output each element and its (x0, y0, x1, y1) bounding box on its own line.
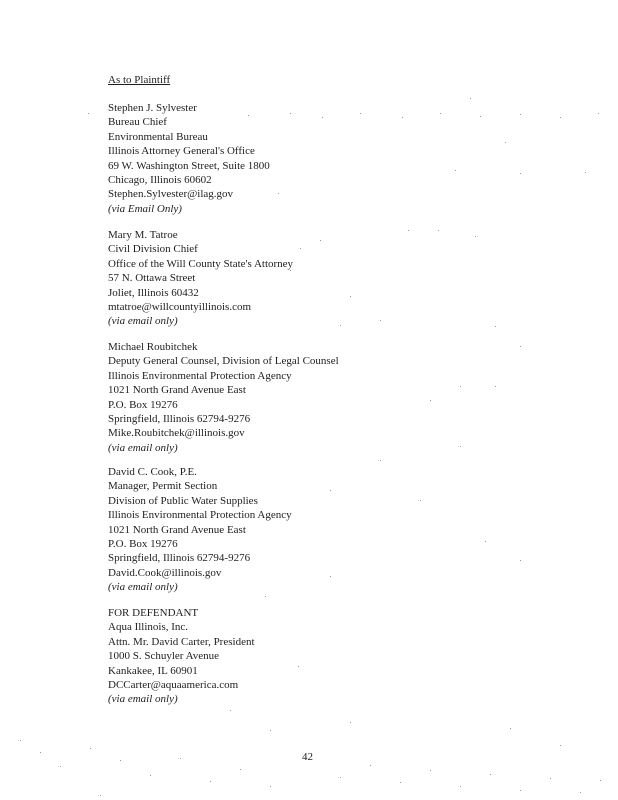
contact-city: Springfield, Illinois 62794-9276 (108, 413, 251, 426)
contact-name: David C. Cook, P.E. (108, 466, 197, 478)
delivery-note: (via email only) (108, 315, 178, 328)
contact-block-cook (108, 465, 292, 595)
delivery-note: (via email only) (108, 441, 178, 454)
contact-street: 1000 S. Schuyler Avenue (108, 650, 220, 663)
contact-street: 57 N. Ottawa Street (108, 272, 196, 285)
contact-city: Chicago, Illinois 60602 (108, 174, 212, 187)
delivery-note: (via email only) (108, 693, 178, 706)
contact-email: Mike.Roubitchek@illinois.gov (108, 427, 245, 440)
contact-division: Division of Public Water Supplies (108, 494, 258, 507)
contact-email: mtatroe@willcountyillinois.com (108, 301, 252, 314)
contact-title: Deputy General Counsel, Division of Legal Counsel (108, 355, 339, 368)
contact-block-sylvester (108, 101, 270, 216)
section-heading-defendant: FOR DEFENDANT (108, 607, 199, 619)
contact-email: DCCarter@aquaamerica.com (108, 679, 239, 692)
contact-email: David.Cook@illinois.gov (108, 566, 222, 579)
contact-title: Bureau Chief (108, 116, 167, 129)
section-heading-plaintiff: As to Plaintiff (108, 74, 171, 86)
delivery-note: (via Email Only) (108, 202, 182, 215)
page-number: 42 (302, 751, 313, 763)
contact-attention: Attn. Mr. David Carter, President (108, 635, 255, 648)
contact-city: Joliet, Illinois 60432 (108, 286, 199, 299)
contact-block-roubitchek (108, 340, 339, 455)
contact-title: Civil Division Chief (108, 243, 198, 256)
contact-organization: Illinois Attorney General's Office (108, 145, 255, 158)
contact-organization: Illinois Environmental Protection Agency (108, 509, 292, 522)
contact-name: Stephen J. Sylvester (108, 102, 197, 114)
contact-organization: Office of the Will County State's Attorney (108, 257, 294, 270)
contact-email: Stephen.Sylvester@ilag.gov (108, 188, 234, 201)
contact-organization: Illinois Environmental Protection Agency (108, 369, 292, 382)
contact-street: 69 W. Washington Street, Suite 1800 (108, 159, 270, 172)
delivery-note: (via email only) (108, 581, 178, 594)
contact-street: 1021 North Grand Avenue East (108, 523, 246, 536)
contact-name: Michael Roubitchek (108, 341, 198, 353)
contact-title: Manager, Permit Section (108, 480, 218, 493)
contact-city: Springfield, Illinois 62794-9276 (108, 552, 251, 565)
contact-organization: Aqua Illinois, Inc. (108, 621, 189, 634)
contact-name: Mary M. Tatroe (108, 229, 178, 241)
contact-city: Kankakee, IL 60901 (108, 664, 198, 677)
contact-block-defendant (108, 606, 255, 707)
contact-block-tatroe (108, 228, 293, 329)
contact-po-box: P.O. Box 19276 (108, 538, 178, 551)
contact-po-box: P.O. Box 19276 (108, 398, 178, 411)
contact-street: 1021 North Grand Avenue East (108, 384, 246, 397)
contact-department: Environmental Bureau (108, 130, 208, 143)
